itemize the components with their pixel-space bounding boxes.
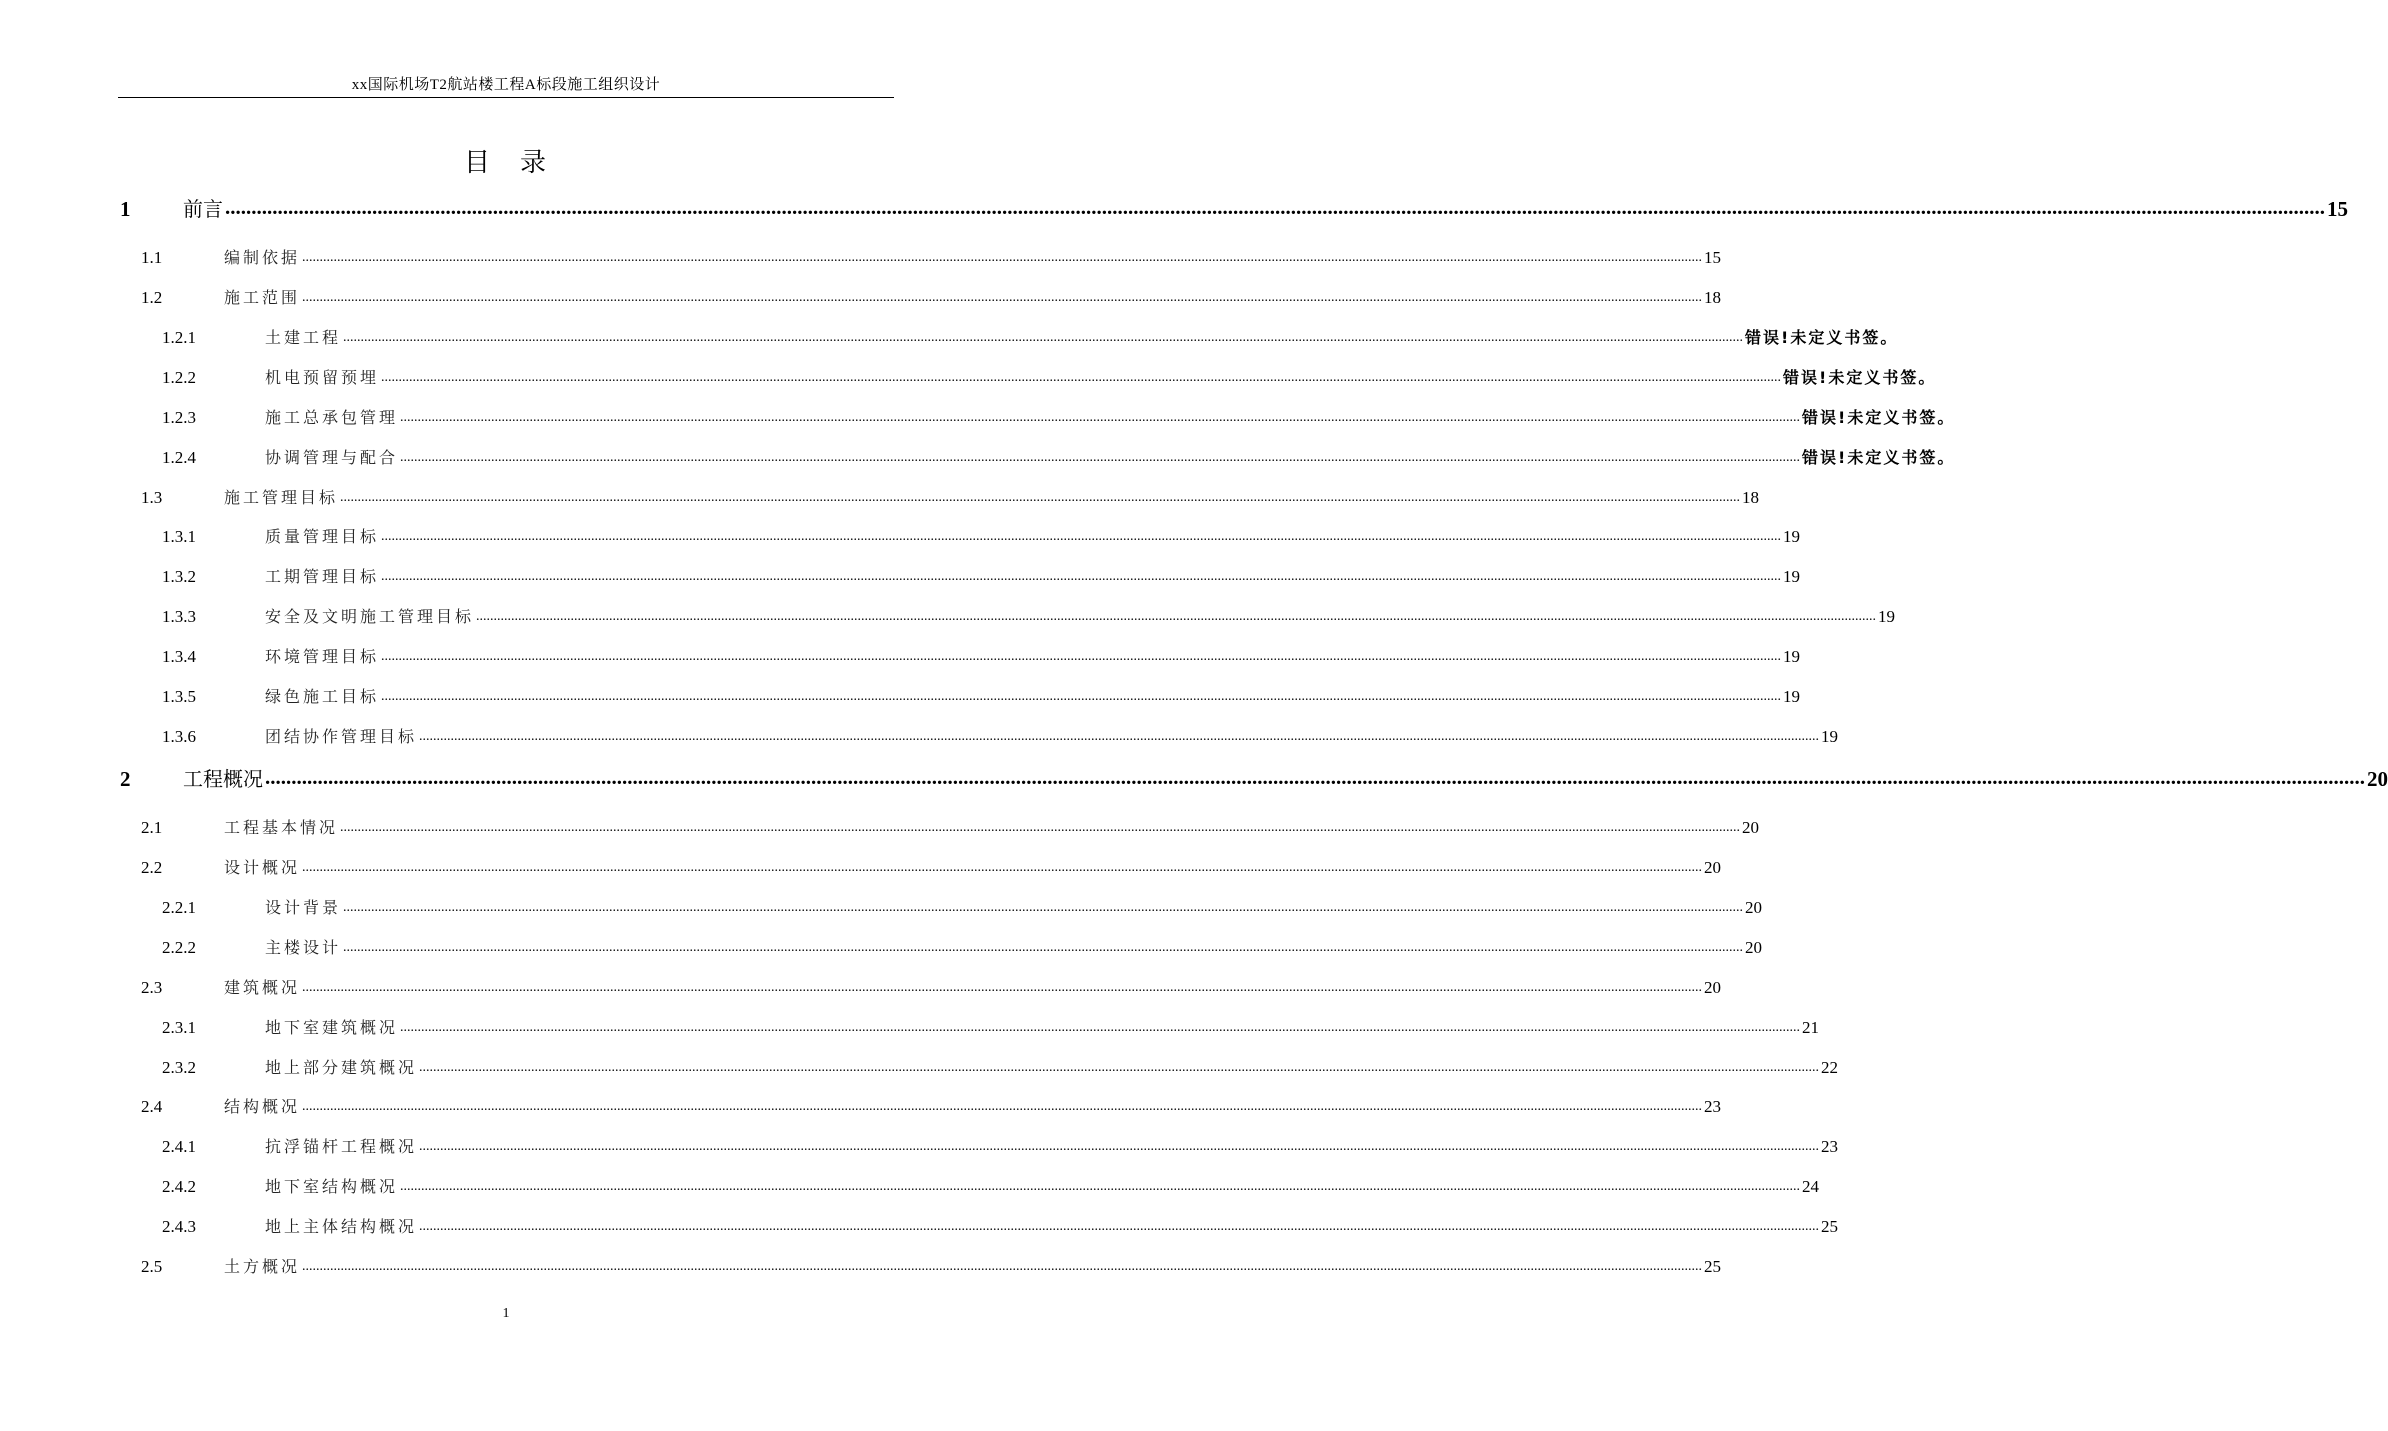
toc-entry[interactable] — [141, 810, 1760, 838]
toc-entry[interactable] — [162, 559, 1801, 587]
toc-leader-dots: ................................................................................................................................................................................................................................................................................................................................................................................................................ — [400, 410, 1801, 425]
toc-entry-number: 2.5 — [141, 1257, 163, 1276]
toc-leader-dots: ................................................................................................................................................................................................................................................................................................................................................................................................................ — [381, 689, 1782, 704]
toc-entry-number: 2.3.2 — [162, 1058, 196, 1077]
toc-leader-dots: ................................................................................................................................................................................................................................................................................................................................................................................................................ — [340, 490, 1741, 505]
toc-entry-page: 20 — [1745, 938, 1763, 957]
toc-entry-number: 1.2.2 — [162, 368, 196, 387]
toc-entry[interactable] — [162, 360, 1937, 388]
toc-leader-dots: ................................................................................................................................................................................................................................................................................................................................................................................................................ — [302, 860, 1703, 875]
toc-entry-page: 21 — [1802, 1018, 1820, 1037]
toc-leader-dots: ................................................................................................................................................................................................................................................................................................................................................................................................................ — [419, 1139, 1820, 1154]
toc-entry-number: 1.2.1 — [162, 328, 196, 347]
toc-leader-dots: ................................................................................................................................................................................................................................................................................................................................................................................................................ — [302, 1099, 1703, 1114]
toc-entry-page: 24 — [1802, 1177, 1820, 1196]
toc-entry-number: 2.1 — [141, 818, 163, 837]
toc-entry-page: 23 — [1821, 1137, 1839, 1156]
toc-entry-page: 15 — [1704, 248, 1722, 267]
page-number: 1 — [502, 1306, 510, 1321]
toc-entry-label: 质量管理目标 — [265, 527, 380, 546]
toc-entry-number: 1.3 — [141, 488, 163, 507]
toc-entry[interactable] — [162, 320, 1899, 348]
toc-entry-number: 1.3.3 — [162, 607, 196, 626]
toc-entry-number: 1.3.5 — [162, 687, 196, 706]
toc-entry-number: 1.1 — [141, 248, 163, 267]
toc-entry-label: 施工总承包管理 — [265, 408, 399, 427]
toc-entry-number: 2.3 — [141, 978, 163, 997]
toc-entry-label: 环境管理目标 — [265, 647, 380, 666]
toc-entry-label: 协调管理与配合 — [265, 448, 399, 467]
toc-entry-label: 机电预留预埋 — [265, 368, 380, 387]
toc-entry-page: 15 — [2327, 197, 2348, 221]
running-header: xx国际机场T2航站楼工程A标段施工组织设计 — [351, 77, 661, 93]
toc-entry-label: 设计背景 — [265, 898, 342, 917]
toc-leader-dots: ................................................................................................................................................................................................................................................................................................................................................................................................................ — [302, 250, 1703, 265]
toc-leader-dots: ................................................................................................................................................................................................................................................................................................................................................................................................................ — [302, 1259, 1703, 1274]
toc-leader-dots: ................................................................................................................................................................................................................................................................................................................................................................................................................ — [343, 900, 1744, 915]
toc-leader-dots: ................................................................................................................................................................................................................................................................................................................................................................................................................ — [476, 609, 1877, 624]
toc-entry[interactable] — [162, 519, 1801, 547]
toc-entry-page: 20 — [1742, 818, 1760, 837]
toc-entry[interactable] — [141, 480, 1760, 508]
toc-entry-label: 地下室结构概况 — [265, 1177, 399, 1196]
toc-entry-number: 2.2.2 — [162, 938, 196, 957]
toc-leader-dots: ................................................................................................................................................................................................................................................................................................................................................................................................................ — [381, 649, 1782, 664]
toc-entry-label: 设计概况 — [224, 858, 301, 877]
toc-leader-dots: ................................................................................................................................................................................................................................................................................................................................................................................................................ — [400, 1179, 1801, 1194]
toc-leader-dots: ................................................................................................................................................................................................................................................................................................................................................................................................................ — [381, 370, 1782, 385]
toc-entry-number: 1.3.2 — [162, 567, 196, 586]
toc-entry-label: 建筑概况 — [224, 978, 301, 997]
toc-leader-dots: ................................................................................................................................................................................................................................................................................................................................................................................................................ — [419, 1060, 1820, 1075]
toc-entry-page: 18 — [1742, 488, 1760, 507]
toc-entry[interactable] — [162, 890, 1763, 918]
toc-entry[interactable] — [162, 930, 1763, 958]
toc-entry[interactable] — [162, 400, 1956, 428]
toc-leader-dots: ................................................................................................................................................................................................................................................................................................................................................................................................................ — [343, 330, 1744, 345]
toc-entry-label: 工程概况 — [183, 767, 263, 791]
toc-entry-label: 团结协作管理目标 — [265, 727, 418, 746]
toc-entry[interactable] — [162, 1010, 1820, 1038]
toc-entry-number: 2.4.3 — [162, 1217, 196, 1236]
toc-leader-dots: ................................................................................................................................................................................................................................................................................................................................................................................................................ — [381, 529, 1782, 544]
toc-leader-dots: ................................................................................................................................................................................................................................................................................................................................................................................................................ — [400, 450, 1801, 465]
toc-entry-bookmark-error: 错误!未定义书签。 — [1802, 408, 1956, 427]
toc-entry-label: 抗浮锚杆工程概况 — [265, 1137, 418, 1156]
toc-entry-page: 19 — [1783, 527, 1801, 546]
toc-entry-label: 前言 — [183, 197, 223, 221]
toc-entry-bookmark-error: 错误!未定义书签。 — [1802, 448, 1956, 467]
toc-entry-page: 18 — [1704, 288, 1722, 307]
toc-entry[interactable] — [141, 1249, 1722, 1277]
toc-entry-label: 安全及文明施工管理目标 — [265, 607, 475, 626]
toc-entry-label: 施工范围 — [224, 288, 301, 307]
toc-entry[interactable] — [120, 764, 2388, 792]
toc-entry-label: 地上部分建筑概况 — [265, 1058, 418, 1077]
toc-entry[interactable] — [162, 1209, 1839, 1237]
toc-entry-number: 1.2 — [141, 288, 163, 307]
toc-entry-page: 20 — [2367, 767, 2388, 791]
toc-entry[interactable] — [162, 1050, 1839, 1078]
toc-entry-label: 主楼设计 — [265, 938, 342, 957]
toc-leader-dots: ................................................................................................................................................................................................................................................................................................................................................................................................................ — [265, 765, 2365, 789]
toc-entry-page: 19 — [1783, 567, 1801, 586]
toc-leader-dots: ................................................................................................................................................................................................................................................................................................................................................................................................................ — [400, 1020, 1801, 1035]
toc-entry[interactable] — [120, 194, 2348, 222]
toc-entry-number: 2.4 — [141, 1097, 163, 1116]
toc-entry[interactable] — [141, 850, 1722, 878]
toc-entry[interactable] — [162, 599, 1896, 627]
toc-entry-page: 22 — [1821, 1058, 1839, 1077]
toc-entry-label: 绿色施工目标 — [265, 687, 380, 706]
toc-leader-dots: ................................................................................................................................................................................................................................................................................................................................................................................................................ — [419, 1219, 1820, 1234]
toc-entry-page: 25 — [1704, 1257, 1722, 1276]
toc-entry-page: 23 — [1704, 1097, 1722, 1116]
toc-entry[interactable] — [162, 440, 1956, 468]
toc-entry-label: 工程基本情况 — [224, 818, 339, 837]
toc-entry-number: 2 — [120, 767, 131, 791]
toc-leader-dots: ................................................................................................................................................................................................................................................................................................................................................................................................................ — [225, 195, 2325, 219]
toc-leader-dots: ................................................................................................................................................................................................................................................................................................................................................................................................................ — [302, 980, 1703, 995]
toc-entry[interactable] — [141, 1089, 1722, 1117]
toc-entry-page: 20 — [1704, 858, 1722, 877]
toc-title: 目 录 — [463, 148, 548, 177]
toc-entry[interactable] — [162, 639, 1801, 667]
toc-entry-number: 1.3.4 — [162, 647, 196, 666]
toc-entry-page: 20 — [1704, 978, 1722, 997]
toc-entry-number: 2.2.1 — [162, 898, 196, 917]
toc-entry-label: 施工管理目标 — [224, 488, 339, 507]
toc-entry[interactable] — [141, 970, 1722, 998]
toc-leader-dots: ................................................................................................................................................................................................................................................................................................................................................................................................................ — [343, 940, 1744, 955]
toc-entry[interactable] — [141, 240, 1722, 268]
toc-entry-label: 编制依据 — [224, 248, 301, 267]
toc-entry-page: 19 — [1783, 687, 1801, 706]
toc-entry-page: 25 — [1821, 1217, 1839, 1236]
toc-leader-dots: ................................................................................................................................................................................................................................................................................................................................................................................................................ — [381, 569, 1782, 584]
toc-entry[interactable] — [162, 1129, 1839, 1157]
toc-entry-label: 土方概况 — [224, 1257, 301, 1276]
toc-entry-label: 结构概况 — [224, 1097, 301, 1116]
toc-entry-number: 1.3.1 — [162, 527, 196, 546]
toc-entry-page: 20 — [1745, 898, 1763, 917]
toc-entry-number: 2.3.1 — [162, 1018, 196, 1037]
toc-leader-dots: ................................................................................................................................................................................................................................................................................................................................................................................................................ — [302, 290, 1703, 305]
toc-entry-page: 19 — [1783, 647, 1801, 666]
toc-entry[interactable] — [162, 719, 1839, 747]
header-rule — [118, 97, 894, 98]
toc-entry-number: 2.2 — [141, 858, 163, 877]
toc-entry-label: 工期管理目标 — [265, 567, 380, 586]
toc-entry-number: 2.4.1 — [162, 1137, 196, 1156]
toc-entry-number: 1 — [120, 197, 131, 221]
toc-entry-number: 1.3.6 — [162, 727, 196, 746]
toc-entry-bookmark-error: 错误!未定义书签。 — [1783, 368, 1937, 387]
toc-entry-label: 地下室建筑概况 — [265, 1018, 399, 1037]
toc-entry-page: 19 — [1878, 607, 1896, 626]
toc-leader-dots: ................................................................................................................................................................................................................................................................................................................................................................................................................ — [419, 729, 1820, 744]
toc-entry[interactable] — [141, 280, 1722, 308]
toc-entry-number: 2.4.2 — [162, 1177, 196, 1196]
toc-entry-number: 1.2.4 — [162, 448, 196, 467]
toc-leader-dots: ................................................................................................................................................................................................................................................................................................................................................................................................................ — [340, 820, 1741, 835]
toc-entry[interactable] — [162, 679, 1801, 707]
toc-entry-label: 土建工程 — [265, 328, 342, 347]
toc-entry-label: 地上主体结构概况 — [265, 1217, 418, 1236]
toc-entry-number: 1.2.3 — [162, 408, 196, 427]
toc-entry[interactable] — [162, 1169, 1820, 1197]
toc-entry-bookmark-error: 错误!未定义书签。 — [1745, 328, 1899, 347]
toc-entry-page: 19 — [1821, 727, 1839, 746]
